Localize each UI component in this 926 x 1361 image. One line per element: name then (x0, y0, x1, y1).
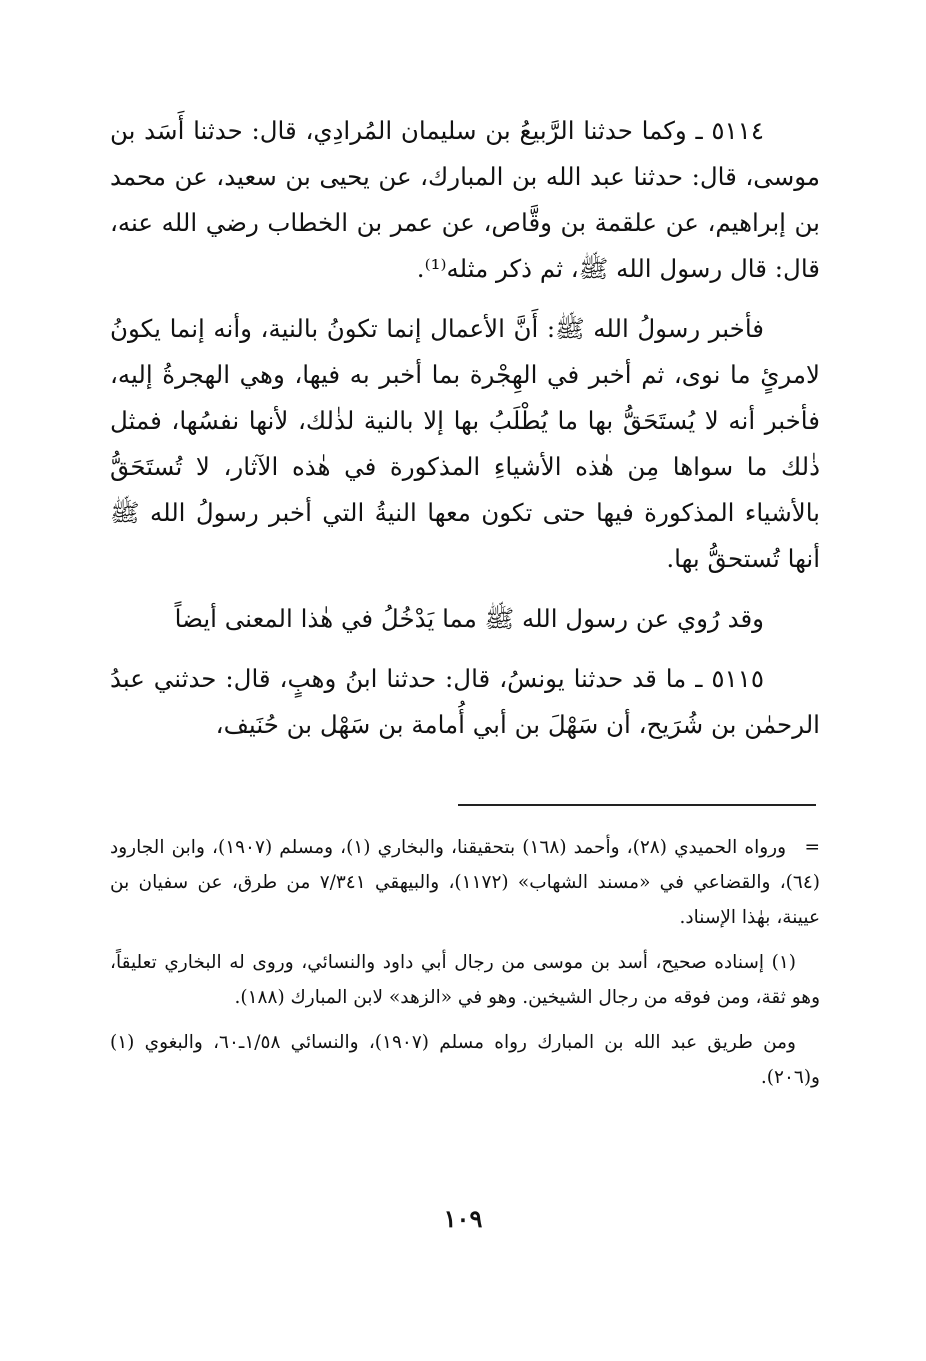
transition-paragraph: وقد رُوي عن رسول الله ﷺ مما يَدْخُلُ في هٰذا المعنى أيضاً (174, 604, 764, 633)
footnote-separator (458, 804, 816, 806)
page-number: ١٠٩ (443, 1204, 483, 1233)
hadith-5114-paragraph: ٥١١٤ ـ وكما حدثنا الرَّبيعُ بن سليمان المُرادِي، قال: حدثنا أَسَد بن موسى، قال: حدثنا عبد الله بن المبارك، عن يحيى بن سعيد، عن محمد بن إبراهيم، عن علقمة بن وقَّاص، عن عمر بن الخطاب رضي الله عنه، قال: قال رسول الله ﷺ، ثم ذكر مثله⁽¹⁾. (110, 116, 820, 283)
main-text (110, 108, 820, 762)
footnote-continuation-text: ورواه الحميدي (٢٨)، وأحمد (١٦٨) بتحقيقنا، والبخاري (١)، ومسلم (١٩٠٧)، وابن الجارود (٦٤)، والقضاعي في «مسند الشهاب» (١١٧٢)، والبيهقي ٧/٣٤١ من طرق، عن سفيان بن عيينة، بهٰذا الإسناد. (110, 837, 820, 928)
continuation-marker: = (804, 837, 821, 858)
footnote-1-continued: ومن طريق عبد الله بن المبارك رواه مسلم (١٩٠٧)، والنسائي ١/٥٨ـ٦٠، والبغوي (١) و(٢٠٦). (110, 1032, 820, 1088)
hadith-5115-paragraph: ٥١١٥ ـ ما قد حدثنا يونسُ، قال: حدثنا ابنُ وهبٍ، قال: حدثني عبدُ الرحمٰن بن شُرَيح، أن سَهْلَ بن أبي أُمامة بن سَهْل بن حُنَيف، (110, 664, 820, 739)
footnote-continuation (110, 830, 820, 935)
commentary-paragraph: فأخبر رسولُ الله ﷺ: أَنَّ الأعمال إنما تكونُ بالنية، وأنه إنما يكونُ لامرئٍ ما نوى، ثم أخبر في الهِجْرة بما أخبر به فيها، وهي الهجرةُ إليه، فأخبر أنه لا يُستَحَقُّ بها ما يُطْلَبُ بها إلا بالنية لذٰلك، لأنها نفسُها، فمثل ذٰلك ما سواها مِن هٰذه الأشياءِ المذكورة في هٰذه الآثار، لا تُستَحَقُّ بالأشياء المذكورة فيها حتى تكون معها النيةُ التي أخبر رسولُ الله ﷺ أنها تُستحقُّ بها. (110, 314, 820, 573)
footnotes (110, 830, 820, 1105)
footnote-1: (١) إسناده صحيح، أسد بن موسى من رجال أبي داود والنسائي، وروى له البخاري تعليقاً، وهو ثقة، ومن فوقه من رجال الشيخين. وهو في «الزهد» لابن المبارك (١٨٨). (110, 952, 820, 1008)
